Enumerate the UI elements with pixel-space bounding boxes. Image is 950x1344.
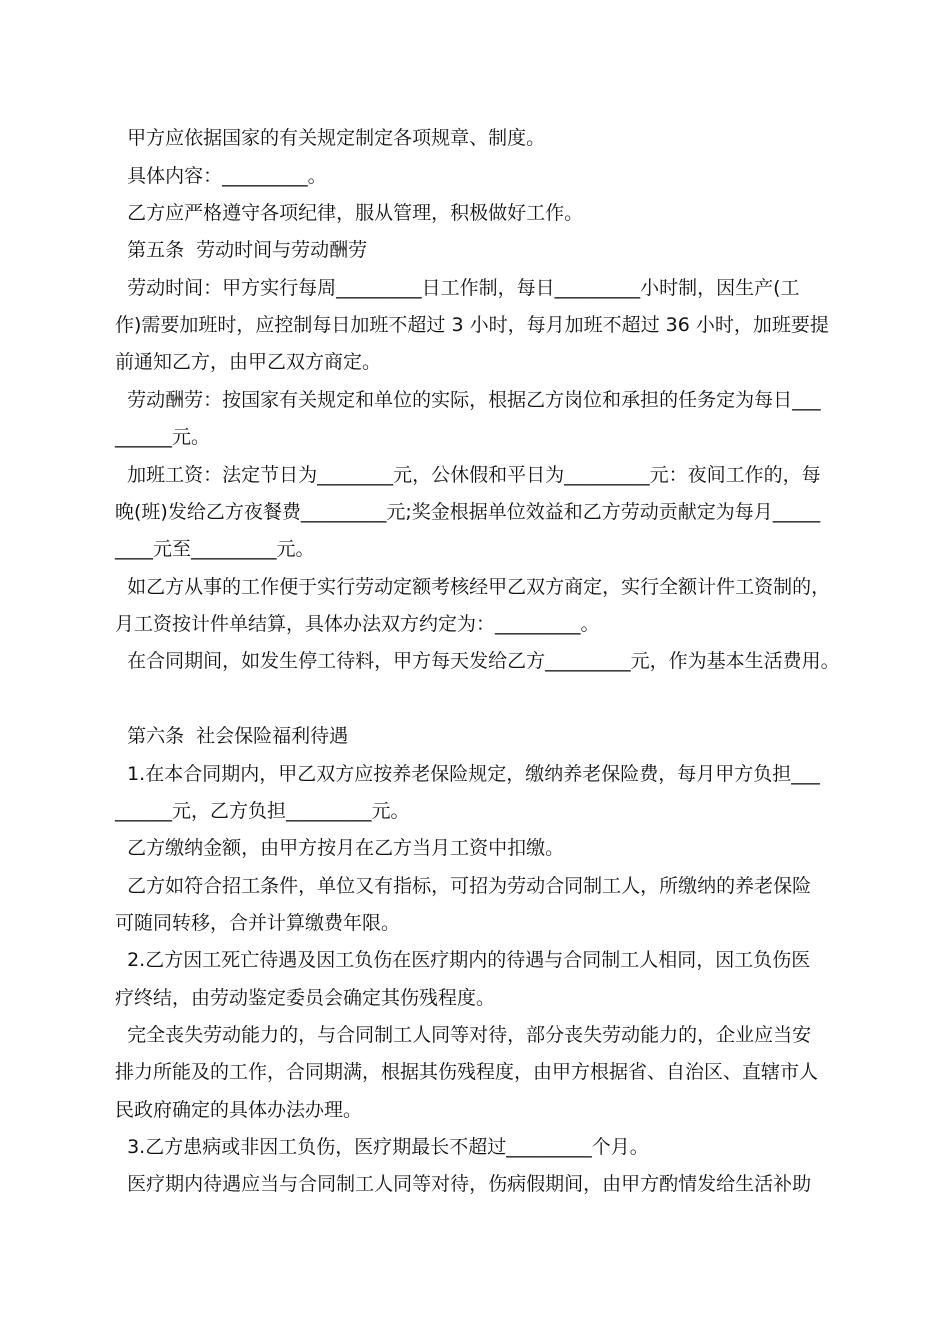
- text-line: 甲方应依据国家的有关规定制定各项规章、制度。: [115, 127, 546, 149]
- text-line: 完全丧失劳动能力的，与合同制工人同等对待，部分丧失劳动能力的，企业应当安: [115, 1024, 812, 1046]
- text-line: 医疗期内待遇应当与合同制工人同等对待，伤病假期间，由甲方酌情发给生活补助: [115, 1173, 812, 1195]
- text-line: 加班工资：法定节日为________元，公休假和平日为_________元：夜间工作的，每: [115, 464, 821, 486]
- text-line: 月工资按计件单结算，具体办法双方约定为：_________。: [115, 613, 600, 635]
- text-line: 在合同期间，如发生停工待料，甲方每天发给乙方_________元，作为基本生活费用。: [115, 650, 840, 672]
- text-line: 乙方缴纳金额，由甲方按月在乙方当月工资中扣缴。: [115, 837, 565, 859]
- text-line: 前通知乙方，由甲乙双方商定。: [115, 351, 382, 373]
- section-heading: 第五条 劳动时间与劳动酬劳: [115, 239, 368, 261]
- text-line: 晚(班)发给乙方夜餐费_________元;奖金根据单位效益和乙方劳动贡献定为每月_____: [115, 501, 821, 523]
- text-line: 劳动时间：甲方实行每周_________日工作制，每日_________小时制，因生产(工: [115, 277, 800, 299]
- text-line: ______元。: [115, 426, 211, 448]
- text-line: 乙方应严格遵守各项纪律，服从管理，积极做好工作。: [115, 202, 584, 224]
- text-line: 可随同转移，合并计算缴费年限。: [115, 912, 401, 934]
- text-line: 如乙方从事的工作便于实行劳动定额考核经甲乙双方商定，实行全额计件工资制的，: [115, 576, 831, 598]
- text-line: ____元至_________元。: [115, 538, 315, 560]
- text-line: 排力所能及的工作，合同期满，根据其伤残程度，由甲方根据省、自治区、直辖市人: [115, 1061, 819, 1083]
- section-heading: 第六条 社会保险福利待遇: [115, 725, 349, 747]
- text-line: 3.乙方患病或非因工负伤，医疗期最长不超过_________个月。: [115, 1136, 649, 1158]
- text-line: 1.在本合同期内，甲乙双方应按养老保险规定，缴纳养老保险费，每月甲方负担___: [115, 763, 820, 785]
- text-line: 疗终结，由劳动鉴定委员会确定其伤残程度。: [115, 987, 496, 1009]
- text-line: 劳动酬劳：按国家有关规定和单位的实际，根据乙方岗位和承担的任务定为每日___: [115, 389, 821, 411]
- text-line: 民政府确定的具体办法办理。: [115, 1099, 363, 1121]
- text-line: 作)需要加班时，应控制每日加班不超过 3 小时，每月加班不超过 36 小时，加班要提: [115, 314, 829, 336]
- text-line: ______元，乙方负担_________元。: [115, 800, 410, 822]
- text-line: 乙方如符合招工条件，单位又有指标，可招为劳动合同制工人，所缴纳的养老保险: [115, 875, 812, 897]
- text-line: 具体内容：_________。: [115, 165, 327, 187]
- text-line: 2.乙方因工死亡待遇及因工负伤在医疗期内的待遇与合同制工人相同，因工负伤医: [115, 949, 811, 971]
